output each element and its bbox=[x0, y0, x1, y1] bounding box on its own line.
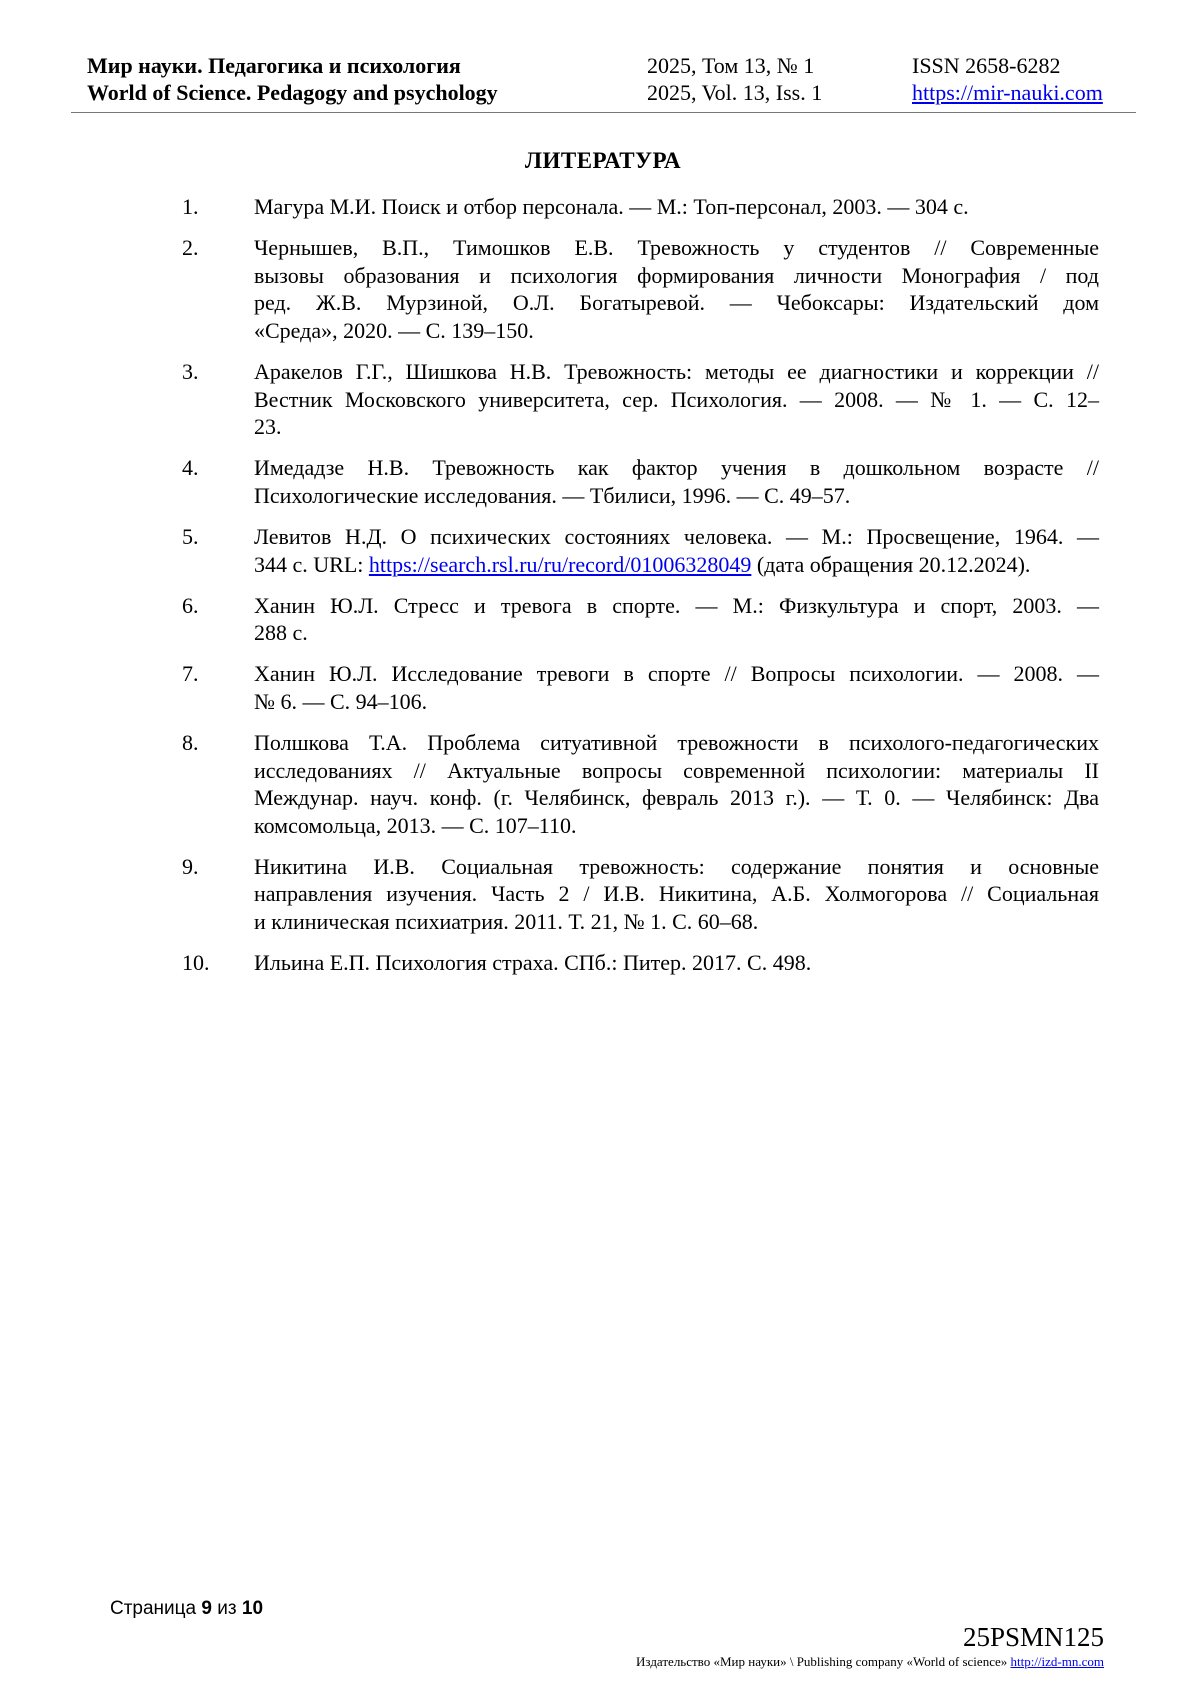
reference-number: 5. bbox=[182, 523, 199, 549]
reference-item bbox=[182, 523, 1099, 578]
issue-ru: 2025, Том 13, № 1 bbox=[647, 53, 815, 78]
reference-text bbox=[254, 592, 1099, 647]
page-total: 10 bbox=[241, 1598, 264, 1619]
reference-item bbox=[182, 660, 1099, 715]
reference-line: № 6. — С. 94–106. bbox=[254, 688, 428, 714]
reference-number: 7. bbox=[182, 661, 199, 687]
reference-line: ред. Ж.В. Мурзиной, О.Л. Богатыревой. — Чебоксары: Издательский дом bbox=[254, 290, 1099, 316]
reference-line: Ильина Е.П. Психология страха. СПб.: Питер. 2017. С. 498. bbox=[254, 950, 812, 976]
journal-site-link[interactable]: https://mir-nauki.com bbox=[912, 80, 1103, 105]
reference-list bbox=[182, 193, 1099, 990]
reference-number: 2. bbox=[182, 235, 199, 261]
header-divider bbox=[71, 112, 1136, 113]
journal-title-ru: Мир науки. Педагогика и психология bbox=[87, 53, 461, 78]
reference-line: исследованиях // Актуальные вопросы современной психологии: материалы II bbox=[254, 757, 1099, 783]
reference-number: 3. bbox=[182, 358, 199, 384]
reference-line: направления изучения. Часть 2 / И.В. Никитина, А.Б. Холмогорова // Социальная bbox=[254, 881, 1099, 907]
issn: ISSN 2658-6282 bbox=[912, 53, 1061, 78]
reference-text bbox=[254, 454, 1099, 509]
page-prefix: Страница bbox=[110, 1598, 202, 1619]
reference-line: Никитина И.В. Социальная тревожность: содержание понятия и основные bbox=[254, 853, 1099, 879]
reference-text bbox=[254, 193, 1099, 221]
article-code: 25PSMN125 bbox=[962, 1622, 1104, 1652]
reference-line: Междунар. науч. конф. (г. Челябинск, февраль 2013 г.). — Т. 0. — Челябинск: Два bbox=[254, 785, 1099, 811]
reference-item bbox=[182, 454, 1099, 509]
reference-item bbox=[182, 853, 1099, 936]
reference-line: Психологические исследования. — Тбилиси, 1996. — С. 49–57. bbox=[254, 482, 851, 508]
reference-number: 6. bbox=[182, 592, 199, 618]
journal-title-en: World of Science. Pedagogy and psychology bbox=[87, 80, 498, 105]
issn-info bbox=[912, 52, 1103, 106]
section-title: ЛИТЕРАТУРА bbox=[524, 148, 682, 173]
issue-en: 2025, Vol. 13, Iss. 1 bbox=[647, 80, 823, 105]
reference-item bbox=[182, 592, 1099, 647]
publisher-line bbox=[636, 1654, 1104, 1670]
reference-line: вызовы образования и психология формирования личности Монография / под bbox=[254, 262, 1099, 288]
reference-text bbox=[254, 234, 1099, 344]
reference-number: 8. bbox=[182, 730, 199, 755]
reference-line: 288 с. bbox=[254, 620, 308, 646]
reference-line: Вестник Московского университета, сер. Психология. — 2008. — № 1. — С. 12– bbox=[254, 386, 1099, 412]
reference-number: 9. bbox=[182, 853, 199, 879]
reference-text bbox=[254, 358, 1099, 441]
reference-url-link[interactable]: https://search.rsl.ru/ru/record/01006328049 bbox=[368, 551, 752, 577]
reference-line: Ханин Ю.Л. Стресс и тревога в спорте. — М.: Физкультура и спорт, 2003. — bbox=[254, 592, 1099, 618]
reference-line: Имедадзе Н.В. Тревожность как фактор учения в дошкольном возрасте // bbox=[254, 455, 1099, 481]
reference-line: комсомольца, 2013. — С. 107–110. bbox=[254, 812, 577, 838]
publisher-link[interactable]: http://izd-mn.com bbox=[1010, 1654, 1104, 1669]
publisher-text: Издательство «Мир науки» \ Publishing company «World of science» bbox=[636, 1654, 1011, 1669]
page-mid: из bbox=[211, 1598, 242, 1619]
reference-line: Аракелов Г.Г., Шишкова Н.В. Тревожность: методы ее диагностики и коррекции // bbox=[254, 358, 1099, 384]
reference-line: Магура М.И. Поиск и отбор персонала. — М.: Топ-персонал, 2003. — 304 с. bbox=[254, 194, 969, 219]
reference-text bbox=[254, 853, 1099, 936]
reference-line: Левитов Н.Д. О психических состояниях человека. — М.: Просвещение, 1964. — bbox=[254, 523, 1099, 549]
reference-line bbox=[254, 551, 1099, 579]
issue-info bbox=[647, 52, 822, 106]
reference-item bbox=[182, 193, 1099, 221]
reference-text bbox=[254, 523, 1099, 578]
reference-item bbox=[182, 358, 1099, 441]
reference-line: Ханин Ю.Л. Исследование тревоги в спорте // Вопросы психологии. — 2008. — bbox=[254, 661, 1099, 687]
reference-item bbox=[182, 949, 1099, 977]
reference-line: Полшкова Т.А. Проблема ситуативной тревожности в психолого-педагогических bbox=[254, 730, 1099, 755]
reference-line-suffix: (дата обращения 20.12.2024). bbox=[751, 551, 1031, 577]
reference-number: 4. bbox=[182, 455, 199, 481]
reference-text bbox=[254, 949, 1099, 977]
reference-item bbox=[182, 234, 1099, 344]
reference-line: Чернышев, В.П., Тимошков Е.В. Тревожность у студентов // Современные bbox=[254, 235, 1099, 261]
reference-line: «Среда», 2020. — С. 139–150. bbox=[254, 317, 534, 343]
reference-number: 1. bbox=[182, 194, 199, 219]
reference-line: 23. bbox=[254, 414, 282, 440]
page-current: 9 bbox=[201, 1598, 212, 1619]
reference-text bbox=[254, 660, 1099, 715]
reference-text bbox=[254, 729, 1099, 839]
journal-title bbox=[87, 52, 498, 106]
reference-item bbox=[182, 729, 1099, 839]
page-number bbox=[110, 1598, 263, 1620]
reference-number: 10. bbox=[182, 950, 210, 976]
reference-line: и клиническая психиатрия. 2011. Т. 21, № 1. С. 60–68. bbox=[254, 909, 759, 935]
reference-line-prefix: 344 с. URL: bbox=[254, 551, 369, 577]
